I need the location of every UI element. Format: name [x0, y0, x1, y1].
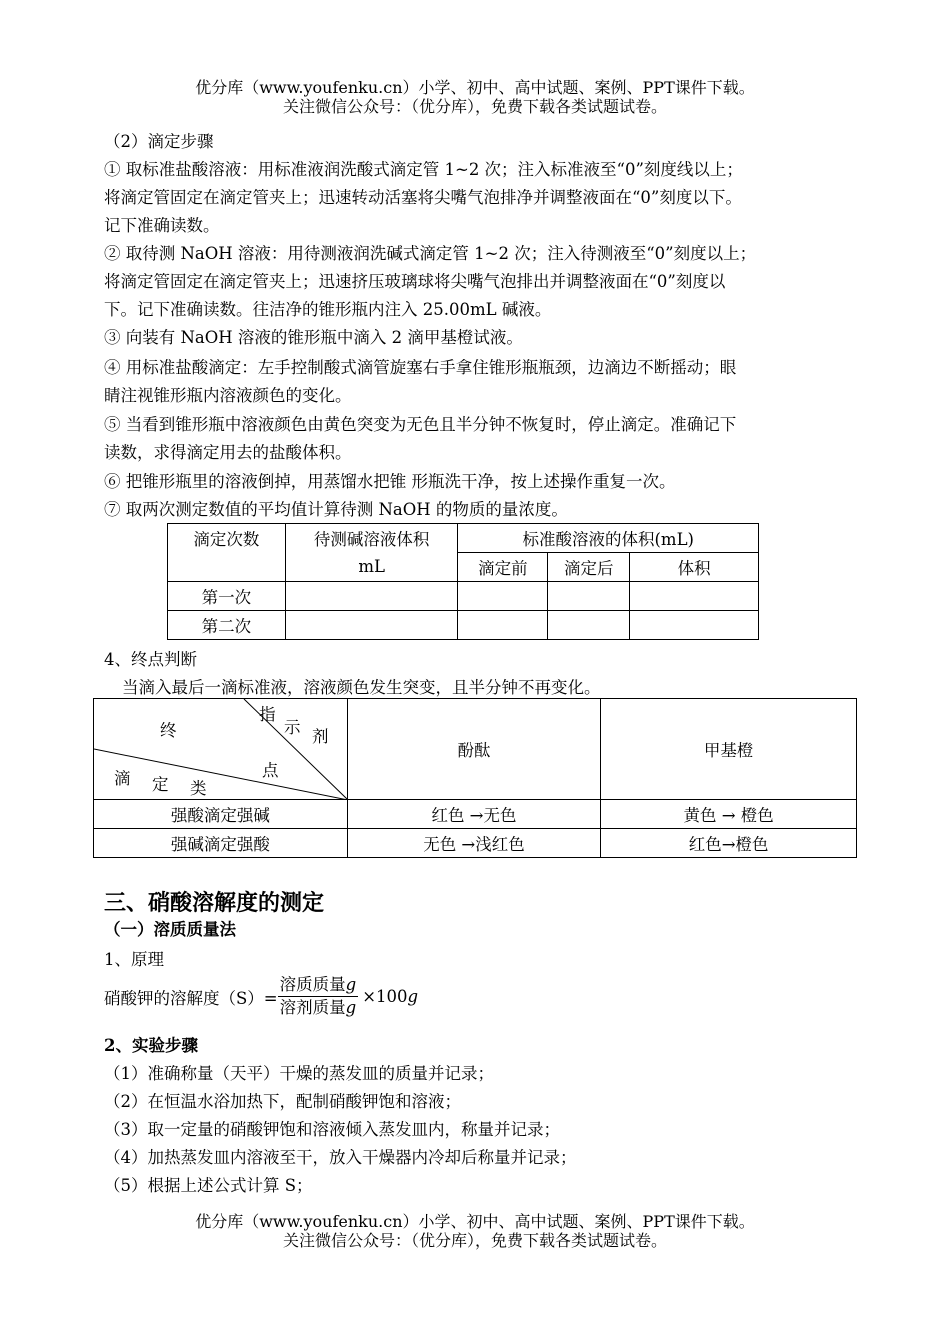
- formula-num-unit: g: [345, 975, 357, 994]
- page-header-line1: 优分库（www.youfenku.cn）小学、初中、高中试题、案例、PPT课件下载。: [195, 78, 755, 97]
- steps-line: 将滴定管固定在滴定管夹上；迅速挤压玻璃球将尖嘴气泡排出并调整液面在“0”刻度以: [104, 272, 726, 291]
- diagonal-header-cell: [94, 699, 348, 800]
- steps-line: 下。记下准确读数。往洁净的锥形瓶内注入 25.00mL 碱液。: [104, 300, 552, 319]
- section3-subtitle: （一）溶质质量法: [104, 920, 236, 939]
- page-footer-line1: 优分库（www.youfenku.cn）小学、初中、高中试题、案例、PPT课件下载。: [195, 1212, 755, 1231]
- indicator-table: [93, 698, 857, 858]
- titration-data-table: [167, 523, 759, 640]
- row-label-first: 第一次: [168, 582, 286, 611]
- formula-numerator: 溶质质量: [279, 975, 346, 994]
- steps-line: 记下准确读数。: [104, 216, 220, 235]
- section3-title: 三、硝酸溶解度的测定: [104, 891, 325, 916]
- table-row: [168, 582, 759, 611]
- header-titration-count: 滴定次数: [168, 524, 286, 553]
- diag-label-lei: 类: [190, 779, 207, 798]
- steps-line: 将滴定管固定在滴定管夹上；迅速转动活塞将尖嘴气泡排净并调整液面在“0”刻度以下。: [104, 188, 742, 207]
- steps-line: ① 取标准盐酸溶液：用标准液润洗酸式滴定管 1~2 次；注入标准液至“0”刻度线以上；: [104, 160, 743, 179]
- formula-multiplier: ×100: [362, 987, 408, 1006]
- diag-label-di: 滴: [114, 769, 131, 788]
- table-row: [168, 611, 759, 640]
- header-acid-volume: 标准酸溶液的体积(mL): [458, 524, 759, 553]
- row-type: 强碱滴定强酸: [94, 829, 348, 858]
- formula-denominator: 溶剂质量: [279, 998, 346, 1017]
- formula-result-unit: g: [407, 987, 419, 1006]
- phenolphthalein-change: 红色 →无色: [347, 800, 601, 829]
- formula-lhs: 硝酸钾的溶解度（S）=: [104, 988, 278, 1008]
- steps-line: ⑤ 当看到锥形瓶中溶液颜色由黄色突变为无色且半分钟不恢复时，停止滴定。准确记下: [104, 415, 737, 434]
- col-header-methyl-orange: 甲基橙: [601, 699, 857, 800]
- steps-line: 睛注视锥形瓶内溶液颜色的变化。: [104, 386, 352, 405]
- header-base-volume: 待测碱溶液体积: [285, 524, 458, 553]
- steps-line: ⑥ 把锥形瓶里的溶液倒掉，用蒸馏水把锥 形瓶洗干净，按上述操作重复一次。: [104, 472, 676, 491]
- diagonal-lines: [94, 699, 348, 800]
- diag-label-dian: 点: [262, 761, 279, 780]
- phenolphthalein-change: 无色 →浅红色: [347, 829, 601, 858]
- methyl-orange-change: 黄色 → 橙色: [601, 800, 857, 829]
- row-label-second: 第二次: [168, 611, 286, 640]
- principle-title: 1、原理: [104, 950, 164, 969]
- endpoint-text: 当滴入最后一滴标准液，溶液颜色发生突变，且半分钟不再变化。: [122, 678, 601, 697]
- steps-line: ④ 用标准盐酸滴定：左手控制酸式滴管旋塞右手拿住锥形瓶瓶颈，边滴边不断摇动；眼: [104, 358, 737, 377]
- steps-line: ③ 向装有 NaOH 溶液的锥形瓶中滴入 2 滴甲基橙试液。: [104, 328, 523, 347]
- solubility-formula: [104, 974, 418, 1019]
- steps-line: 读数，求得滴定用去的盐酸体积。: [104, 443, 352, 462]
- header-unit-ml: mL: [285, 553, 458, 582]
- table-row: [94, 800, 857, 829]
- diag-label-ji: 剂: [312, 727, 329, 746]
- formula-den-unit: g: [345, 998, 357, 1017]
- exp-step: （5）根据上述公式计算 S；: [104, 1176, 313, 1195]
- diag-label-zhi: 指: [259, 705, 276, 724]
- methyl-orange-change: 红色→橙色: [601, 829, 857, 858]
- col-header-phenolphthalein: 酚酞: [347, 699, 601, 800]
- steps-line: ② 取待测 NaOH 溶液：用待测液润洗碱式滴定管 1~2 次；注入待测液至“0”刻度以上；: [104, 244, 757, 263]
- endpoint-title: 4、终点判断: [104, 650, 197, 669]
- diag-label-shi: 示: [284, 718, 301, 737]
- steps-line: ⑦ 取两次测定数值的平均值计算待测 NaOH 的物质的量浓度。: [104, 500, 568, 519]
- exp-step: （4）加热蒸发皿内溶液至干，放入干燥器内冷却后称量并记录；: [104, 1148, 577, 1167]
- exp-step: （3）取一定量的硝酸钾饱和溶液倾入蒸发皿内，称量并记录；: [104, 1120, 560, 1139]
- header-after: 滴定后: [548, 553, 630, 582]
- formula-fraction: [278, 974, 359, 1019]
- steps-title: （2）滴定步骤: [104, 132, 214, 151]
- table-row: [94, 829, 857, 858]
- diag-label-zhong: 终: [160, 721, 177, 740]
- page-footer-line2: 关注微信公众号：（优分库），免费下载各类试题试卷。: [282, 1231, 667, 1250]
- header-before: 滴定前: [458, 553, 548, 582]
- row-type: 强酸滴定强碱: [94, 800, 348, 829]
- exp-steps-title: 2、实验步骤: [104, 1036, 198, 1055]
- diag-label-ding: 定: [152, 775, 169, 794]
- page-header-line2: 关注微信公众号：（优分库），免费下载各类试题试卷。: [282, 97, 667, 116]
- exp-step: （2）在恒温水浴加热下，配制硝酸钾饱和溶液；: [104, 1092, 461, 1111]
- exp-step: （1）准确称量（天平）干燥的蒸发皿的质量并记录；: [104, 1064, 494, 1083]
- header-volume: 体积: [630, 553, 759, 582]
